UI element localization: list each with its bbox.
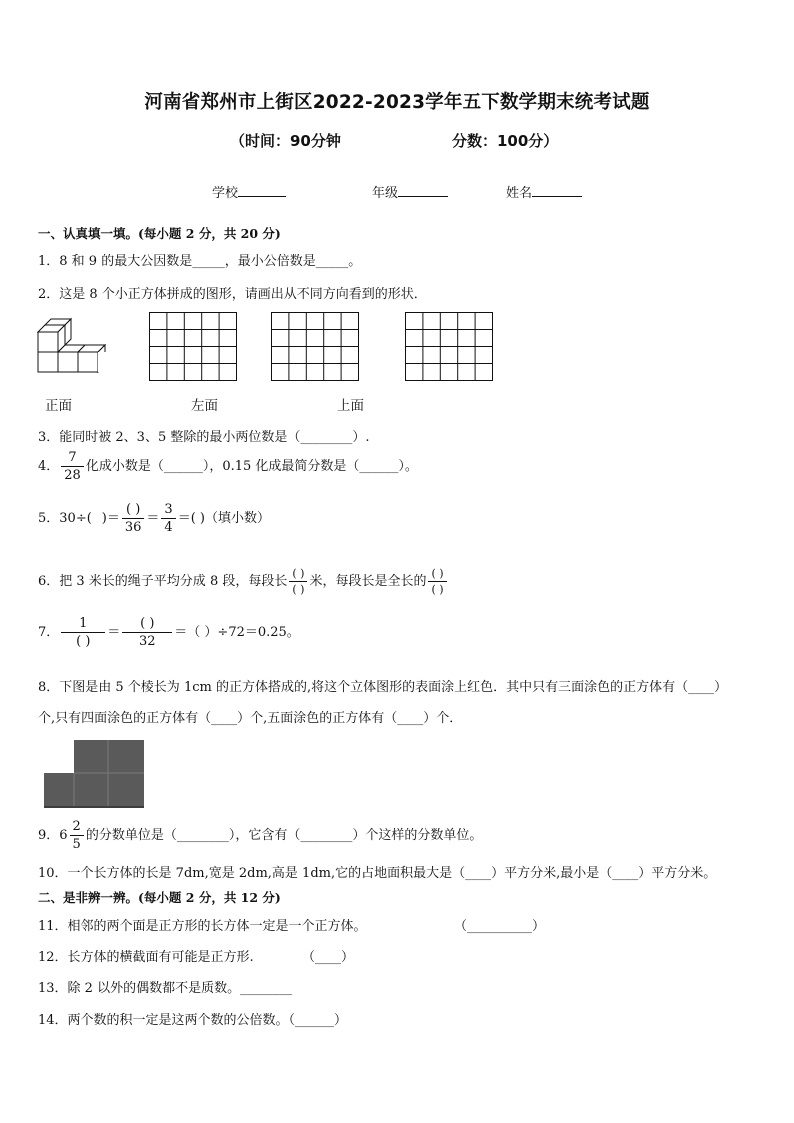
q7-f2-den: 32 (122, 632, 172, 648)
grid-left[interactable] (271, 312, 359, 381)
name-blank[interactable] (532, 184, 582, 197)
q4-frac-num: 7 (68, 450, 77, 465)
q5-eq1: )＝ (101, 511, 120, 526)
q7-f1-den: ( ) (61, 632, 105, 648)
q5-prefix: 5．30÷( (38, 511, 92, 526)
cube-figure (36, 316, 118, 378)
section1-heading: 一、认真填一填。(每小题 2 分，共 20 分) (38, 226, 281, 241)
grid-top[interactable] (405, 312, 493, 381)
question-6[interactable] (38, 568, 449, 595)
q7-suffix: ＝（ ）÷72＝0.25。 (174, 625, 300, 640)
question-13[interactable]: 13．除 2 以外的偶数都不是质数。________ (38, 981, 293, 996)
q5-f2-num: 3 (164, 502, 173, 517)
time-label: （时间：90分钟 (230, 132, 341, 150)
school-field[interactable] (212, 182, 286, 201)
question-3[interactable]: 3．能同时被 2、3、5 整除的最小两位数是（________）. (38, 430, 370, 445)
q6-f1-num: ( ) (292, 567, 305, 580)
question-2[interactable]: 2．这是 8 个小正方体拼成的图形，请画出从不同方向看到的形状． (38, 287, 427, 302)
grid-front[interactable] (149, 312, 237, 381)
q12-answer-blank[interactable]: （____） (302, 950, 355, 965)
grade-field[interactable] (372, 182, 448, 201)
q5-f2-den: 4 (161, 518, 175, 534)
question-14[interactable]: 14．两个数的积一定是这两个数的公倍数。（______） (38, 1013, 348, 1028)
q6-fraction-1[interactable] (289, 568, 307, 595)
question-9[interactable] (38, 820, 482, 851)
q7-prefix: 7． (38, 625, 60, 640)
cube-photo-figure (44, 740, 144, 812)
q6-fraction-2[interactable] (428, 568, 446, 595)
q6-f2-den: ( ) (428, 581, 446, 595)
q4-fraction (61, 451, 84, 482)
q9-fraction (70, 820, 84, 851)
q6-f1-den: ( ) (289, 581, 307, 595)
q9-text: 的分数单位是（________），它含有（________）个这样的分数单位。 (85, 828, 483, 843)
question-1[interactable]: 1．8 和 9 的最大公因数是_____，最小公倍数是_____。 (38, 254, 362, 269)
q5-eq2: ＝ (146, 511, 160, 526)
question-7[interactable] (38, 617, 300, 648)
q9-frac-den: 5 (70, 835, 84, 851)
grade-blank[interactable] (398, 184, 448, 197)
question-8-line-1[interactable]: 8．下图是由 5 个棱长为 1cm 的正方体搭成的,将这个立体图形的表面涂上红色．其中只有三面涂色的正方体有（____） (38, 680, 728, 695)
q5-suffix: ＝( )（填小数） (177, 511, 270, 526)
q7-fraction-1[interactable] (61, 617, 105, 648)
q7-f1-num: 1 (79, 616, 88, 631)
section2-heading: 二、是非辨一辨。(每小题 2 分，共 12 分) (38, 890, 281, 905)
q4-frac-den: 28 (61, 466, 84, 482)
label-left: 左面 (191, 398, 218, 414)
q4-number: 4． (38, 459, 60, 474)
label-top: 上面 (337, 398, 364, 414)
question-12[interactable]: 12．长方体的横截面有可能是正方形. (38, 950, 254, 965)
name-label: 姓名 (506, 186, 533, 201)
question-5[interactable] (38, 503, 270, 534)
question-8-line-2[interactable]: 个,只有四面涂色的正方体有（____）个,五面涂色的正方体有（____）个． (38, 711, 463, 726)
school-blank[interactable] (238, 184, 286, 197)
q6-mid: 米，每段长是全长的 (309, 574, 427, 589)
grade-label: 年级 (372, 186, 399, 201)
q7-f2-num: ( ) (140, 616, 155, 631)
q7-fraction-2[interactable] (122, 617, 172, 648)
question-11[interactable]: 11．相邻的两个面是正方形的长方体一定是一个正方体。 (38, 919, 367, 934)
q5-f1-den: 36 (122, 518, 145, 534)
q9-prefix: 9．6 (38, 828, 68, 843)
q6-prefix: 6．把 3 米长的绳子平均分成 8 段，每段长 (38, 574, 288, 589)
question-4[interactable] (38, 451, 418, 482)
q9-frac-num: 2 (72, 819, 81, 834)
score-label: 分数：100分） (452, 132, 559, 150)
name-field[interactable] (506, 182, 582, 201)
q5-fraction-2 (161, 503, 175, 534)
q11-answer-blank[interactable]: （__________） (454, 919, 546, 934)
q5-fraction-1 (122, 503, 145, 534)
question-10[interactable]: 10．一个长方体的长是 7dm,宽是 2dm,高是 1dm,它的占地面积最大是（____）平方分米,最小是（____）平方分米。 (38, 866, 717, 881)
label-front: 正面 (45, 398, 72, 414)
q4-text: 化成小数是（______），0.15 化成最简分数是（______）。 (85, 459, 418, 474)
q7-eq1: ＝ (107, 625, 121, 640)
school-label: 学校 (212, 186, 239, 201)
page-title: 河南省郑州市上街区2022-2023学年五下数学期末统考试题 (144, 92, 650, 113)
q6-f2-num: ( ) (431, 567, 444, 580)
q5-f1-num[interactable]: ( ) (125, 502, 141, 517)
